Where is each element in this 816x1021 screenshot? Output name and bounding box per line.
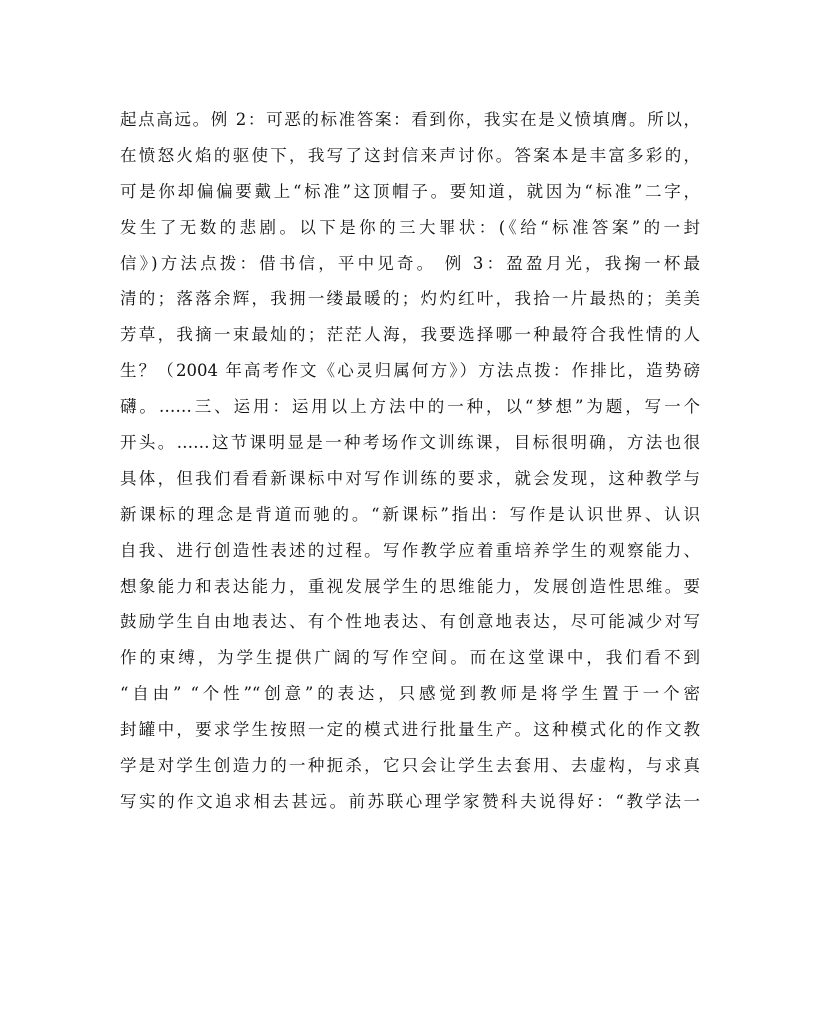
text-line: 自我、进行创造性表述的过程。写作教学应着重培养学生的观察能力、	[120, 540, 700, 560]
text-line: 作的束缚，为学生提供广阔的写作空间。而在这堂课中，我们看不到	[120, 648, 700, 668]
text-line: 具体，但我们看看新课标中对写作训练的要求，就会发现，这种教学与	[120, 468, 700, 488]
body-text	[120, 102, 700, 820]
text-line: 想象能力和表达能力，重视发展学生的思维能力，发展创造性思维。要	[120, 576, 700, 596]
text-line: 鼓励学生自由地表达、有个性地表达、有创意地表达，尽可能减少对写	[120, 612, 700, 632]
text-line: 生？（2004 年高考作文《心灵归属何方》）方法点拨：作排比，造势磅	[120, 361, 700, 381]
text-line: 清的；落落余辉，我拥一缕最暖的；灼灼红叶，我拾一片最热的；美美	[120, 289, 700, 309]
text-line: 芳草，我摘一束最灿的；茫茫人海，我要选择哪一种最符合我性情的人	[120, 325, 700, 345]
text-line: 学是对学生创造力的一种扼杀，它只会让学生去套用、去虚构，与求真	[120, 756, 700, 776]
text-line: 新课标的理念是背道而驰的。“新课标”指出：写作是认识世界、认识	[120, 504, 700, 524]
text-line: 信》)方法点拨：借书信，平中见奇。 例 3：盈盈月光，我掬一杯最	[120, 253, 700, 273]
text-line: “自由” “个性”“创意”的表达，只感觉到教师是将学生置于一个密	[120, 684, 700, 704]
text-line: 在愤怒火焰的驱使下，我写了这封信来声讨你。答案本是丰富多彩的，	[120, 145, 700, 165]
text-line: 开头。……这节课明显是一种考场作文训练课，目标很明确，方法也很	[120, 433, 700, 453]
text-line: 写实的作文追求相去甚远。前苏联心理学家赞科夫说得好：“教学法一	[120, 791, 700, 811]
text-line: 封罐中，要求学生按照一定的模式进行批量生产。这种模式化的作文教	[120, 720, 700, 740]
text-line: 发生了无数的悲剧。以下是你的三大罪状：(《给“标准答案”的一封	[120, 217, 700, 237]
text-line: 可是你却偏偏要戴上“标准”这顶帽子。要知道，就因为“标准”二字，	[120, 181, 700, 201]
text-line: 礴。……三、运用：运用以上方法中的一种，以“梦想”为题，写一个	[120, 397, 700, 417]
text-line: 起点高远。例 2：可恶的标准答案：看到你，我实在是义愤填膺。所以，	[120, 110, 700, 129]
